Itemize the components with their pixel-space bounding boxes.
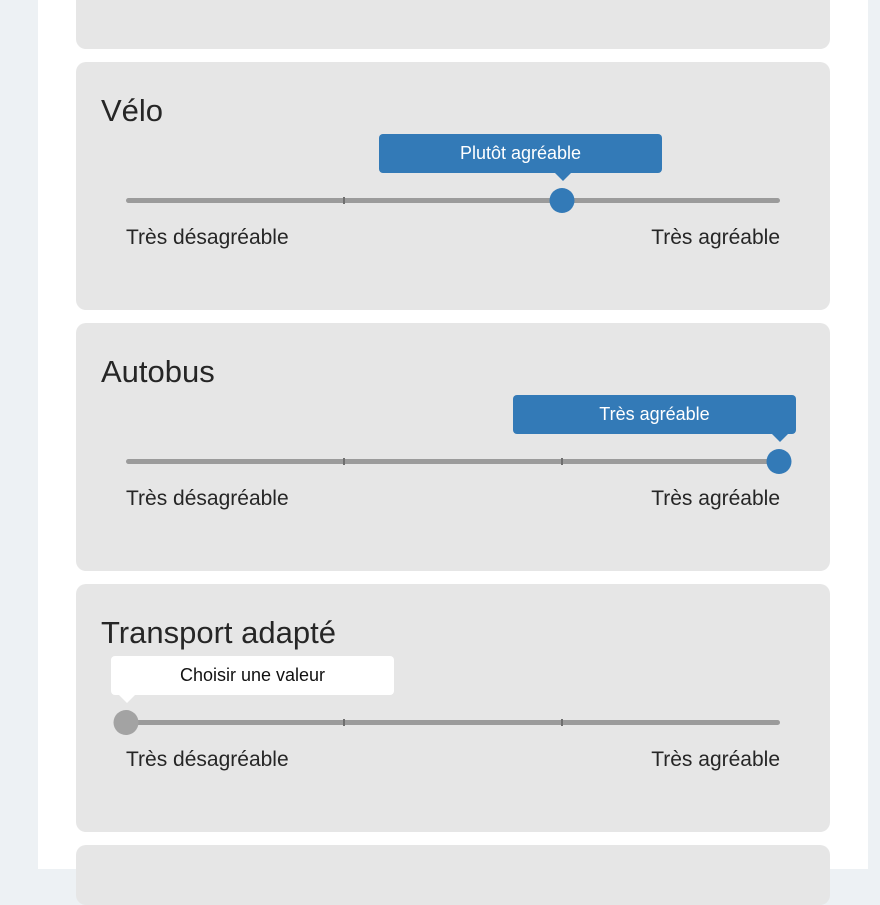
next-question-card [76,845,830,905]
slider-tick [343,458,345,465]
slider-thumb[interactable] [767,449,792,474]
tooltip-arrow-icon [119,695,135,703]
tooltip-arrow-icon [555,173,571,181]
value-tooltip [111,656,394,695]
scale-min-label: Très désagréable [126,748,289,771]
question-card-autobus [76,323,830,571]
question-title: Transport adapté [101,615,336,650]
rating-slider-track[interactable] [126,198,780,203]
value-tooltip [513,395,796,434]
question-title: Autobus [101,354,215,389]
slider-thumb[interactable] [550,188,575,213]
scale-max-label: Très agréable [651,226,780,249]
scrollbar-gutter [868,0,880,869]
scale-max-label: Très agréable [651,748,780,771]
slider-tick [561,458,563,465]
slider-tick [343,197,345,204]
slider-thumb[interactable] [114,710,139,735]
tooltip-arrow-icon [772,434,788,442]
question-card-velo [76,62,830,310]
question-card-transport-adapte [76,584,830,832]
value-tooltip-label: Choisir une valeur [179,665,326,685]
value-tooltip-label: Plutôt agréable [459,143,582,163]
slider-tick [343,719,345,726]
rating-slider-track[interactable] [126,720,780,725]
rating-slider-track[interactable] [126,459,780,464]
scale-max-label: Très agréable [651,487,780,510]
scale-min-label: Très désagréable [126,226,289,249]
scale-min-label: Très désagréable [126,487,289,510]
question-title: Vélo [101,93,164,128]
slider-tick [561,719,563,726]
value-tooltip [379,134,662,173]
previous-question-card [76,0,830,49]
value-tooltip-label: Très agréable [599,404,710,424]
